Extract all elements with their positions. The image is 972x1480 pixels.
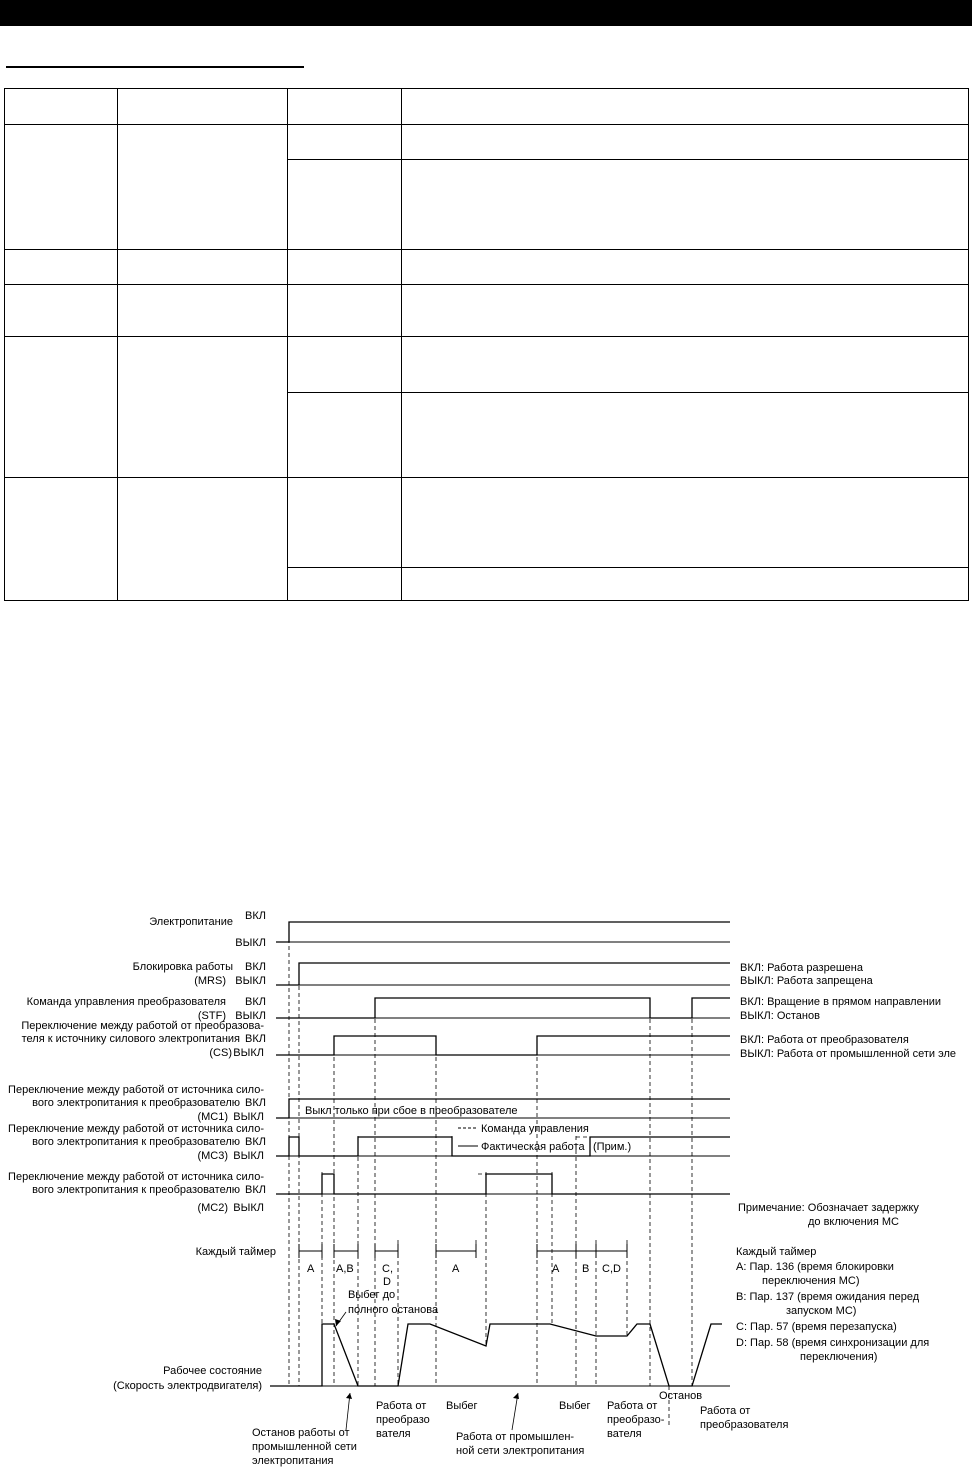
state-grid-stop-line2: промышленной сети xyxy=(252,1441,357,1453)
mrs-on-label: ВКЛ xyxy=(245,961,266,973)
reference-lines xyxy=(270,942,730,1386)
mc3-off-label: ВЫКЛ xyxy=(233,1150,264,1162)
parameter-table xyxy=(4,88,969,601)
table-row xyxy=(5,478,969,568)
cs-signal xyxy=(276,1036,730,1055)
timer-mark: B xyxy=(582,1263,590,1275)
mc1-annotation: Выкл только при сбое в преобразователе xyxy=(305,1105,518,1117)
cs-on-desc: ВКЛ: Работа от преобразователя xyxy=(740,1034,909,1046)
right-labels xyxy=(736,962,956,1363)
mrs-off-desc: ВЫКЛ: Работа запрещена xyxy=(740,975,873,987)
power-off-label: ВЫКЛ xyxy=(235,937,266,949)
mc3-label-line2: вого электропитания к преобразователю xyxy=(32,1136,240,1148)
mc1-label-line2: вого электропитания к преобразователю xyxy=(32,1097,240,1109)
timer-legend-a1: A: Пар. 136 (время блокировки xyxy=(736,1261,894,1273)
stf-off-label: ВЫКЛ xyxy=(235,1010,266,1022)
state-grid-line1: Работа от промышлен- xyxy=(456,1431,575,1443)
mrs-code-label: (MRS) xyxy=(194,975,226,987)
timer-legend-title: Каждый таймер xyxy=(736,1246,817,1258)
legend-command: Команда управления xyxy=(481,1123,589,1135)
stf-label: Команда управления преобразователя xyxy=(26,996,226,1008)
mc2-label-line1: Переключение между работой от источника сило- xyxy=(8,1171,264,1183)
timer-mark: A xyxy=(552,1263,560,1275)
coast-label-line1: Выбег до xyxy=(348,1289,396,1301)
mc2-code-label: (MC2) xyxy=(197,1202,228,1214)
mrs-signal xyxy=(276,963,730,985)
state-inverter3-line2: преобразователя xyxy=(700,1419,789,1431)
state-inverter-line3: вателя xyxy=(376,1428,411,1440)
power-label: Электропитание xyxy=(149,916,233,928)
state-inverter2-line2: преобразо- xyxy=(607,1414,665,1426)
timing-diagram xyxy=(0,900,972,1480)
table-row xyxy=(5,337,969,393)
table-row xyxy=(5,285,969,337)
stf-on-label: ВКЛ xyxy=(245,996,266,1008)
cs-code-label: (CS) xyxy=(209,1047,232,1059)
table-header-row xyxy=(5,89,969,125)
mrs-on-desc: ВКЛ: Работа разрешена xyxy=(740,962,863,974)
table-row xyxy=(5,250,969,285)
cs-on-label: ВКЛ xyxy=(245,1033,266,1045)
timer-marks xyxy=(307,1263,621,1288)
timer-brackets xyxy=(299,1244,627,1258)
timing-dashed-markers xyxy=(289,925,692,1425)
power-on-label: ВКЛ xyxy=(245,910,266,922)
timer-mark: A xyxy=(452,1263,460,1275)
arrowheads xyxy=(335,1319,519,1399)
state-label-line2: (Скорость электродвигателя) xyxy=(113,1380,262,1392)
cs-off-desc: ВЫКЛ: Работа от промышленной сети эле xyxy=(740,1048,957,1060)
motor-speed-curve xyxy=(270,1324,722,1386)
stf-code-label: (STF) xyxy=(197,1010,226,1022)
cs-label-line2: теля к источнику силового электропитания xyxy=(21,1033,240,1045)
timer-legend-b1: B: Пар. 137 (время ожидания перед xyxy=(736,1291,920,1303)
mc2-off-label: ВЫКЛ xyxy=(233,1202,264,1214)
note-line1: Примечание: Обозначает задержку xyxy=(738,1202,919,1214)
mc1-label-line1: Переключение между работой от источника сило- xyxy=(8,1084,264,1096)
legend-note: (Прим.) xyxy=(593,1141,632,1153)
timer-legend-c: C: Пар. 57 (время перезапуска) xyxy=(736,1321,897,1333)
timer-legend-b2: запуском MC) xyxy=(786,1305,857,1317)
legend-samples xyxy=(458,1128,478,1146)
legend-actual: Фактическая работа xyxy=(481,1141,585,1153)
note-line2: до включения MC xyxy=(808,1216,899,1228)
mc1-off-label: ВЫКЛ xyxy=(233,1111,264,1123)
timer-label: Каждый таймер xyxy=(195,1246,276,1258)
state-inverter3-line1: Работа от xyxy=(700,1405,751,1417)
state-grid-stop-line3: электропитания xyxy=(252,1455,334,1467)
cs-off-label: ВЫКЛ xyxy=(233,1047,264,1059)
state-coast-1: Выбег xyxy=(446,1400,478,1412)
timer-mark: D xyxy=(383,1276,391,1288)
mc2-signal xyxy=(276,1174,730,1194)
coast-label-line2: полного останова xyxy=(348,1304,439,1316)
cs-label-line1: Переключение между работой от преобразова- xyxy=(21,1020,264,1032)
state-inverter-line1: Работа от xyxy=(376,1400,427,1412)
mc3-on-label: ВКЛ xyxy=(245,1136,266,1148)
annotations xyxy=(305,1105,631,1316)
state-labels xyxy=(252,1390,788,1467)
signal-waveforms xyxy=(270,922,730,1386)
stf-signal xyxy=(276,998,730,1018)
state-inverter-line2: преобразо xyxy=(376,1414,430,1426)
section-title-underline xyxy=(6,66,304,68)
timer-mark: A,B xyxy=(336,1263,354,1275)
leader-lines xyxy=(336,1312,518,1430)
state-inverter2-line3: вателя xyxy=(607,1428,642,1440)
timer-mark: C, xyxy=(382,1263,393,1275)
timer-mark: C,D xyxy=(602,1263,621,1275)
state-grid-stop-line1: Останов работы от xyxy=(252,1427,350,1439)
left-labels xyxy=(8,910,276,1392)
mc2-on-label: ВКЛ xyxy=(245,1184,266,1196)
header-bar xyxy=(0,0,972,26)
timer-legend-d1: D: Пар. 58 (время синхронизации для xyxy=(736,1337,930,1349)
timer-legend-d2: переключения) xyxy=(800,1351,878,1363)
table-row xyxy=(5,125,969,160)
timer-mark: A xyxy=(307,1263,315,1275)
state-coast-2: Выбег xyxy=(559,1400,591,1412)
state-inverter2-line1: Работа от xyxy=(607,1400,658,1412)
stf-off-desc: ВЫКЛ: Останов xyxy=(740,1010,820,1022)
mc1-code-label: (MC1) xyxy=(197,1111,228,1123)
mrs-off-label: ВЫКЛ xyxy=(235,975,266,987)
power-signal xyxy=(276,922,730,942)
mc3-code-label: (MC3) xyxy=(197,1150,228,1162)
state-stop: Останов xyxy=(659,1390,703,1402)
mc1-on-label: ВКЛ xyxy=(245,1097,266,1109)
state-grid-line2: ной сети электропитания xyxy=(456,1445,585,1457)
mrs-label: Блокировка работы xyxy=(132,961,233,973)
mc3-label-line1: Переключение между работой от источника сило- xyxy=(8,1123,264,1135)
state-label-line1: Рабочее состояние xyxy=(163,1365,262,1377)
stf-on-desc: ВКЛ: Вращение в прямом направлении xyxy=(740,996,942,1008)
timer-legend-a2: переключения MC) xyxy=(762,1275,860,1287)
mc2-label-line2: вого электропитания к преобразователю xyxy=(32,1184,240,1196)
